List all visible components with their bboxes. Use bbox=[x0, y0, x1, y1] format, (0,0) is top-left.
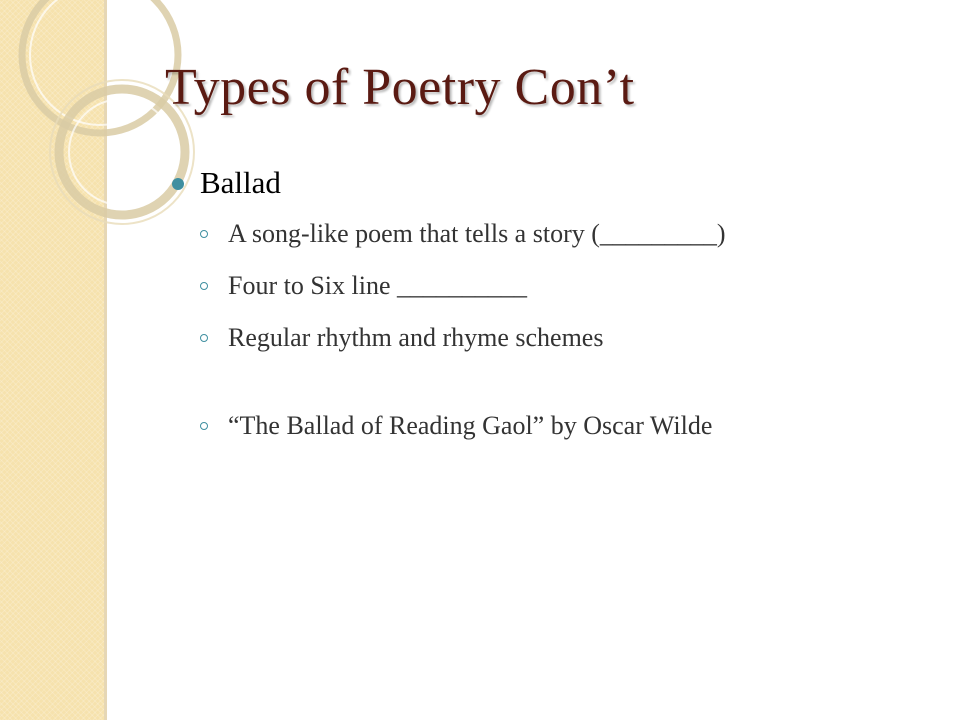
main-bullet bbox=[170, 162, 940, 204]
hollow-circle-bullet-icon bbox=[200, 422, 208, 430]
left-decorative-band bbox=[0, 0, 105, 720]
sub-bullet-item bbox=[170, 216, 940, 252]
filled-circle-bullet-icon bbox=[172, 178, 184, 190]
hollow-circle-bullet-icon bbox=[200, 230, 208, 238]
sub-bullet-list bbox=[170, 216, 940, 444]
slide-content bbox=[170, 162, 940, 460]
hollow-circle-bullet-icon bbox=[200, 282, 208, 290]
sub-bullet-text: A song-like poem that tells a story (_________) bbox=[228, 219, 726, 248]
main-bullet-text: Ballad bbox=[200, 165, 281, 200]
sub-bullet-item bbox=[170, 408, 940, 444]
sub-bullet-text: “The Ballad of Reading Gaol” by Oscar Wilde bbox=[228, 411, 713, 440]
sub-bullet-item bbox=[170, 268, 940, 304]
sub-bullet-text: Four to Six line __________ bbox=[228, 271, 528, 300]
slide-title: Types of Poetry Con’t bbox=[165, 59, 635, 116]
sub-bullet-text: Regular rhythm and rhyme schemes bbox=[228, 323, 604, 352]
band-edge-divider bbox=[104, 0, 107, 720]
sub-bullet-item bbox=[170, 320, 940, 356]
hollow-circle-bullet-icon bbox=[200, 334, 208, 342]
